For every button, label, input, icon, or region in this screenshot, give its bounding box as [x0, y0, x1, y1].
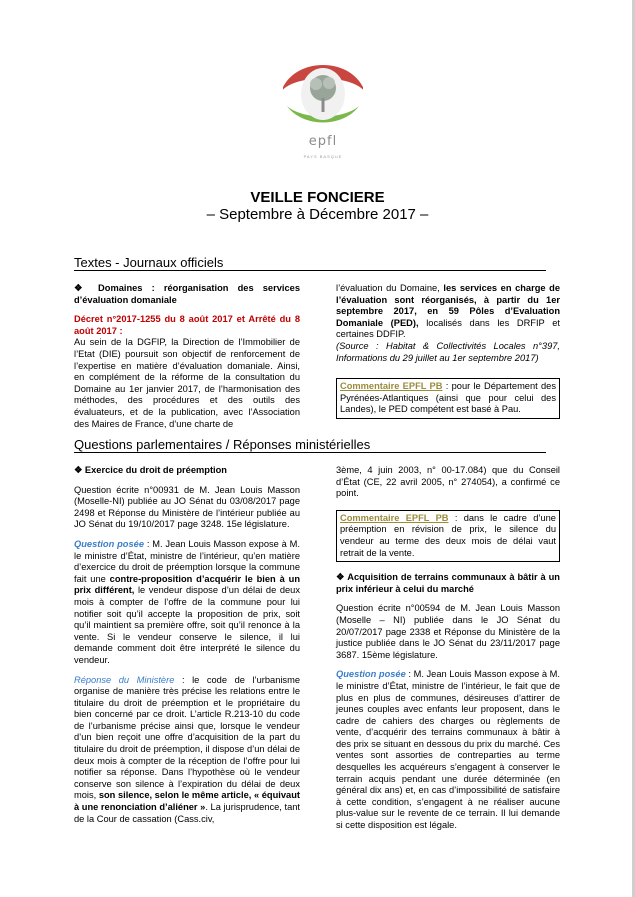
answer-text-c: . La jurisprudence, tant de la Cour de cassation (Cass.civ,: [74, 802, 301, 824]
domaines-body: Au sein de la DGFIP, la Direction de l’Immobilier de l’Etat (DIE) poursuit son objectif de renforcement de l’expertise en matière d’évaluation domaniale. Ainsi, en complément de la réforme de la consultation du Domaine au 1er janvier 2017, de l’harmonisation des méthodes, des procédures et des outils des évaluateurs, et de la publication, avec l’Association des Maires de France, d’une charte de: [74, 337, 300, 429]
section2-right-column: [336, 465, 560, 840]
topic-domaines: ❖ Domaines : réorganisation des services d’évaluation domaniale: [74, 283, 300, 305]
domaines-text-start: l’évaluation du Domaine,: [336, 283, 440, 293]
source-citation: (Source : Habitat & Collectivités Locales n°397, Informations du 29 juillet au 1er septembre 2017): [336, 340, 560, 363]
question-reference: Question écrite n°00594 de M. Jean Louis Masson (Moselle – NI) publiée dans le JO Sénat du 20/07/2017 page 2338 et Réponse du Ministère de la justice publiée dans le JO Sénat du 23/11/2017 page 3687. 15ème législature.: [336, 603, 560, 660]
comment-label: Commentaire EPFL PB: [340, 381, 443, 392]
question-label: Question posée: [74, 538, 144, 549]
question-paragraph: [336, 669, 560, 831]
domaines-paragraph: [336, 283, 560, 341]
section1-left-column: [74, 283, 300, 438]
page-subtitle: – Septembre à Décembre 2017 –: [206, 206, 429, 223]
question-label: Question posée: [336, 669, 406, 680]
question-text-bold: contre-proposition d’acquérir le bien à un prix différent,: [74, 573, 301, 596]
comment-box-domaines: [336, 378, 560, 419]
logo-emblem-icon: [283, 44, 363, 134]
jurisprudence-text: 3ème, 4 juin 2003, n° 00-17.084) que du Conseil d’État (CE, 22 avril 2005, n° 274054), a confirmé ce point.: [336, 465, 560, 499]
section1-right-column: [336, 283, 560, 429]
section-heading-questions: Questions parlementaires / Réponses ministérielles: [74, 437, 371, 452]
question-text: : M. Jean Louis Masson expose à M. le ministre d’État, ministre de l’intérieur, le fait que de plus en plus de communes, désireuses d’attirer de jeunes couples avec enfants leur proposent, dans le cadre de cahiers des charges ou règlements de vente, d’acquérir des terrains communaux à bâtir à des prix se situant en dessous du prix du marché. Ces ventes sont assorties de contreparties au terme desquelles les acquéreurs s’engagent à conserver le terrain acquis pendant une durée déterminée (en général dix ans) et, en cas d’impossibilité de satisfaire à cette condition, s’engagent à ne réaliser aucune plus-value sur le revente de ce terrain. Il lui demande si cette disposition est légale.: [336, 669, 561, 831]
answer-text-a: : le code de l’urbanisme organise de manière très précise les relations entre le titulaire du droit de préemption et le propriétaire du bien concerné par ce droit. L’article R.213-10 du code de l’urbanisme précise ainsi que, lorsque le vendeur d’un bien reçoit une offre d’acquisition de la part du titulaire du droit de préemption, il dispose d’un délai de deux mois à compter de la réception de l’offre pour lui notifier sa réponse. Dans l’hypothèse où le vendeur conserve son silence à l’expiration du délai de deux mois,: [74, 674, 300, 801]
topic-terrains: ❖ Acquisition de terrains communaux à bâtir à un prix inférieur à celui du marché: [336, 572, 560, 594]
answer-label: Réponse du Ministère: [74, 674, 175, 685]
section-heading-textes: Textes - Journaux officiels: [74, 255, 224, 270]
question-paragraph: [74, 539, 300, 667]
question-text-a: : M. Jean Louis Masson expose à M. le ministre d’État, ministre de l’intérieur, qu’en matière d’exercice du droit de préemption lorsque la commune fait une: [74, 538, 300, 584]
answer-paragraph: [74, 675, 300, 826]
logo-subtitle: PAYS BASQUE: [303, 154, 343, 159]
epfl-logo: [283, 44, 363, 164]
comment-label: Commentaire EPFL PB: [340, 512, 449, 523]
question-reference: Question écrite n°00931 de M. Jean Louis Masson (Moselle-NI) publiée au JO Sénat du 03/08/2017 page 2498 et Réponse du Ministère de l’intérieur publiée au JO Sénat du 19/10/2017 page 3248. 15e législature.: [74, 484, 300, 530]
decree-reference: Décret n°2017-1255 du 8 août 2017 et Arrêté du 8 août 2017 :: [74, 314, 300, 336]
topic-preemption: ❖ Exercice du droit de préemption: [74, 465, 227, 475]
comment-text: : pour le Département des Pyrénées-Atlantiques (ainsi que pour celui des Landes), le PED compétent est basé à Pau.: [340, 381, 556, 415]
section-divider: [74, 452, 546, 453]
comment-text: : dans le cadre d’une préemption en révision de prix, le silence du vendeur au terme des deux mois de délai vaut retrait de la vente.: [340, 512, 556, 558]
answer-text-bold: son silence, selon le même article, « équivaut à une renonciation d’aliéner »: [74, 790, 300, 813]
section2-left-column: [74, 465, 300, 833]
page-title: VEILLE FONCIERE: [250, 189, 385, 206]
logo-text: epfl: [308, 134, 338, 149]
domaines-text-bold: les services en charge de l’évaluation sont réorganisés, à partir du 1er septembre 2017, en 59 Pôles d’Evaluation Domaniale (PED),: [336, 283, 560, 328]
comment-box-preemption: [336, 510, 560, 562]
section-divider: [74, 270, 546, 271]
domaines-text-end: localisés dans les DRFIP et certaines DDFIP.: [336, 317, 560, 340]
question-text-c: le vendeur dispose d’un délai de deux mois à compter de l’offre de la commune pour lui notifier soit qu’il accepte la proposition de prix, soit qu’il maintient sa première offre, soit qu’il renonce à la vente. Si le vendeur conserve le silence, il lui demande comment doit être interprété le silence du vendeur.: [74, 585, 300, 665]
